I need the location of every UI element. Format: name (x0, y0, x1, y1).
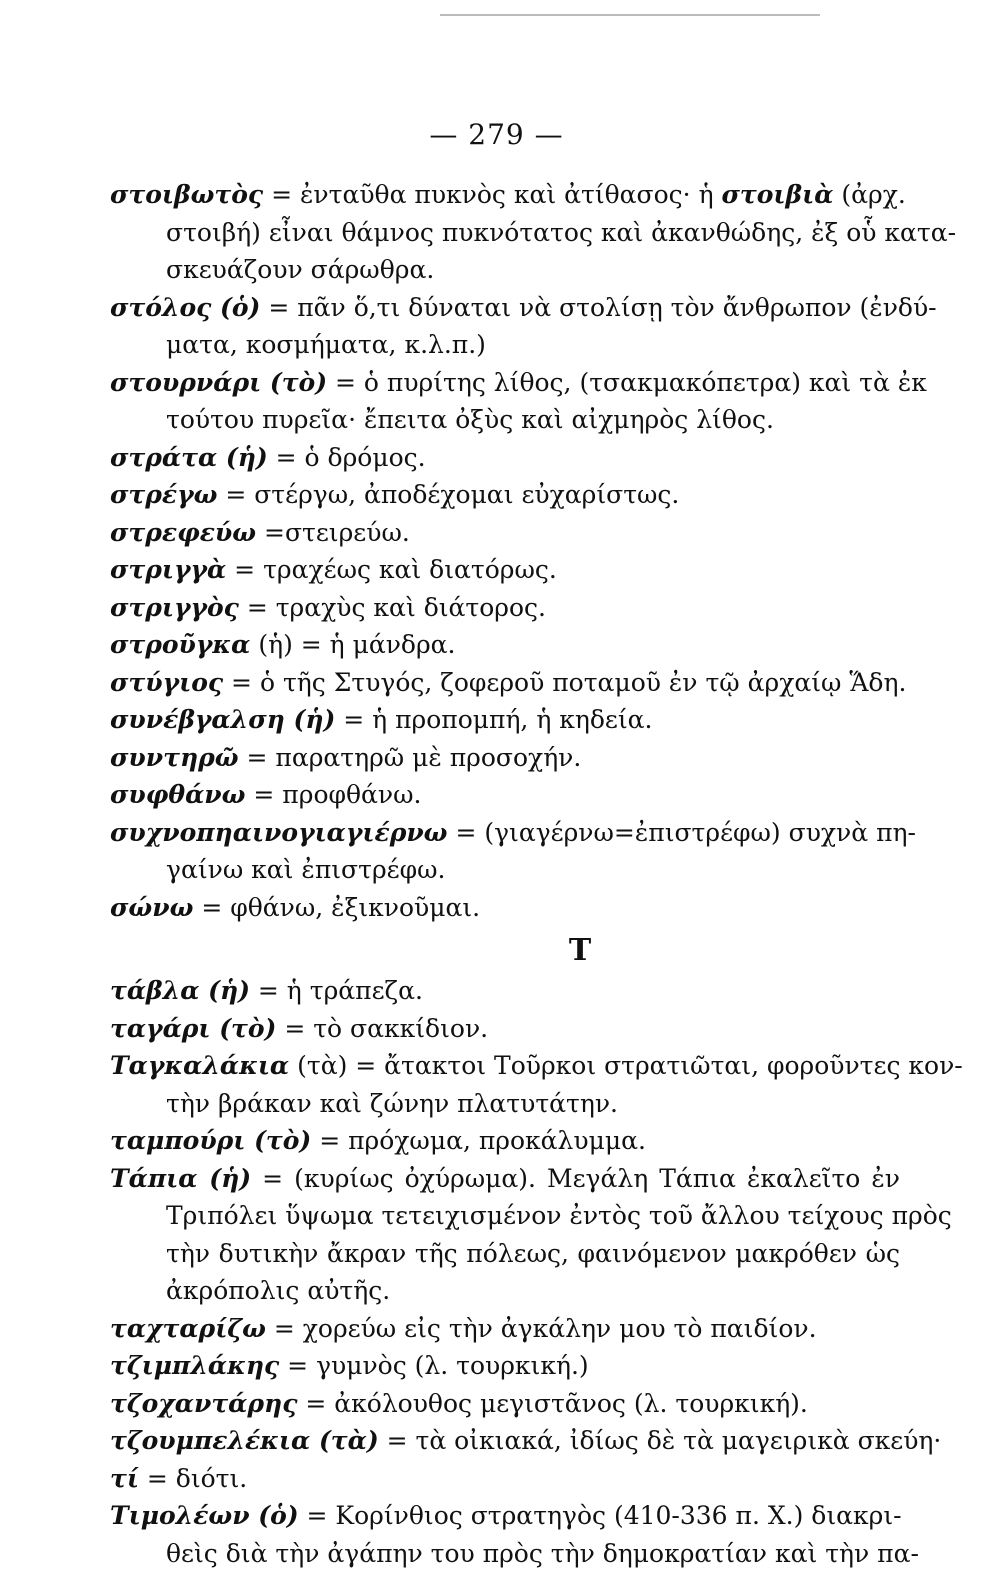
entry-continuation-line: γαίνω καὶ ἐπιστρέφω. (110, 851, 900, 889)
entry-continuation-line: τὴν βράκαν καὶ ζώνην πλατυτάτην. (110, 1085, 900, 1123)
definition: = ἀκόλουθος μεγιστᾶνος (λ. τουρκική). (297, 1389, 807, 1418)
dictionary-entry (110, 972, 900, 1010)
headword: στύγιος (110, 668, 223, 697)
entry-first-line (110, 626, 900, 664)
headword: στρεφεύω (110, 518, 256, 547)
dictionary-entry (110, 664, 900, 702)
headword: στριγγὸς (110, 593, 239, 622)
headword: Τάπια (ἡ) (110, 1164, 251, 1193)
entry-first-line (110, 1460, 900, 1498)
definition: = (γιαγέρνω=ἐπιστρέφω) συχνὰ πη- (448, 818, 916, 847)
entry-first-line (110, 972, 900, 1010)
definition: = γυμνὸς (λ. τουρκική.) (279, 1351, 588, 1380)
entry-first-line (110, 739, 900, 777)
entry-first-line (110, 476, 900, 514)
entry-continuation-line: τὴν δυτικὴν ἄκραν τῆς πόλεως, φαινόμενον μακρόθεν ὡς (110, 1235, 900, 1273)
entry-first-line (110, 551, 900, 589)
headword: συντηρῶ (110, 743, 239, 772)
definition: = ὁ τῆς Στυγός, ζοφεροῦ ποταμοῦ ἐν τῷ ἀρχαίῳ Ἅδη. (223, 668, 906, 697)
headword: τάβλα (ἡ) (110, 976, 250, 1005)
definition: = Κορίνθιος στρατηγὸς (410-336 π. Χ.) διακρι- (299, 1501, 902, 1530)
entry-first-line (110, 1310, 900, 1348)
entries-group-tau (110, 972, 900, 1572)
dictionary-entry (110, 1010, 900, 1048)
headword: συχνοπηαινογιαγιέρνω (110, 818, 448, 847)
dictionary-entry (110, 701, 900, 739)
definition: = τὸ σακκίδιον. (276, 1014, 488, 1043)
headword: τί (110, 1464, 139, 1493)
entry-first-line (110, 1422, 900, 1460)
headword: στρέγω (110, 480, 217, 509)
entry-first-line (110, 814, 900, 852)
headword: σώνω (110, 893, 193, 922)
headword: ταγάρι (τὸ) (110, 1014, 276, 1043)
entry-first-line (110, 776, 900, 814)
entry-first-line (110, 1497, 900, 1535)
entry-continuation-line: ἀκρόπολις αὐτῆς. (110, 1272, 900, 1310)
dictionary-entry (110, 1047, 900, 1122)
definition: = διότι. (139, 1464, 247, 1493)
entry-continuation-line: σκευάζουν σάρωθρα. (110, 251, 900, 289)
entries-list (110, 176, 900, 1572)
definition: = φθάνω, ἐξικνοῦμαι. (193, 893, 480, 922)
entry-first-line (110, 589, 900, 627)
headword: στόλος (ὁ) (110, 293, 260, 322)
entry-first-line (110, 889, 900, 927)
definition: = προφθάνω. (245, 780, 421, 809)
headword: στουρνάρι (τὸ) (110, 368, 327, 397)
headword: συφθάνω (110, 780, 245, 809)
definition: = πᾶν ὅ,τι δύναται νὰ στολίσῃ τὸν ἄνθρωπον (ἐνδύ- (260, 293, 936, 322)
definition: = τραχὺς καὶ διάτορος. (239, 593, 546, 622)
definition: = ἐνταῦθα πυκνὸς καὶ ἀτίθασος· ἡ (263, 180, 721, 209)
entry-first-line (110, 1122, 900, 1160)
entry-first-line (110, 701, 900, 739)
entry-first-line (110, 1160, 900, 1198)
headword: τζιμπλάκης (110, 1351, 279, 1380)
dictionary-entry (110, 1460, 900, 1498)
page-number: — 279 — (0, 118, 993, 151)
entry-first-line (110, 439, 900, 477)
definition: = παρατηρῶ μὲ προσοχήν. (239, 743, 582, 772)
dictionary-entry (110, 1385, 900, 1423)
dictionary-entry (110, 176, 900, 289)
dictionary-entry (110, 514, 900, 552)
dictionary-entry (110, 626, 900, 664)
dictionary-entry (110, 1347, 900, 1385)
dictionary-entry (110, 1497, 900, 1572)
dictionary-entry (110, 739, 900, 777)
section-letter: Τ (110, 926, 900, 972)
headword-variant: στοιβιὰ (722, 180, 834, 209)
definition: (ἡ) = ἡ μάνδρα. (250, 630, 455, 659)
entry-first-line (110, 1385, 900, 1423)
dictionary-entry (110, 1160, 900, 1310)
entry-continuation-line: θεὶς διὰ τὴν ἀγάπην του πρὸς τὴν δημοκρατίαν καὶ τὴν πα- (110, 1535, 900, 1572)
definition: = χορεύω εἰς τὴν ἀγκάλην μου τὸ παιδίον. (266, 1314, 817, 1343)
definition: = πρόχωμα, προκάλυμμα. (311, 1126, 646, 1155)
dictionary-entry (110, 1422, 900, 1460)
dictionary-entry (110, 289, 900, 364)
entry-first-line (110, 1010, 900, 1048)
dictionary-entry (110, 1310, 900, 1348)
entry-first-line (110, 289, 900, 327)
entry-first-line (110, 1047, 900, 1085)
entry-continuation-line: στοιβή) εἶναι θάμνος πυκνότατος καὶ ἀκανθώδης, ἐξ οὗ κατα- (110, 214, 900, 252)
definition: = στέργω, ἀποδέχομαι εὐχαρίστως. (217, 480, 679, 509)
headword: στροῦγκα (110, 630, 250, 659)
headword: τζοχαντάρης (110, 1389, 297, 1418)
definition: = τὰ οἰκιακά, ἰδίως δὲ τὰ μαγειρικὰ σκεύη· (379, 1426, 942, 1455)
headword: ταχταρίζω (110, 1314, 266, 1343)
dictionary-entry (110, 889, 900, 927)
headword: στριγγὰ (110, 555, 226, 584)
definition: (τὰ) = ἄτακτοι Τοῦρκοι στρατιῶται, φοροῦντες κον- (289, 1051, 963, 1080)
definition: = τραχέως καὶ διατόρως. (226, 555, 557, 584)
definition: = ὁ δρόμος. (268, 443, 426, 472)
page-top-edge (440, 0, 820, 16)
dictionary-entry (110, 364, 900, 439)
entry-continuation-line: ματα, κοσμήματα, κ.λ.π.) (110, 326, 900, 364)
dictionary-entry (110, 439, 900, 477)
definition: = ἡ προπομπή, ἡ κηδεία. (335, 705, 652, 734)
entries-group-sigma (110, 176, 900, 926)
dictionary-entry (110, 589, 900, 627)
headword: στοιβωτὸς (110, 180, 263, 209)
dictionary-entry (110, 814, 900, 889)
dictionary-entry (110, 776, 900, 814)
definition-continued: (ἀρχ. (833, 180, 905, 209)
headword: τζουμπελέκια (τὰ) (110, 1426, 379, 1455)
entry-first-line (110, 514, 900, 552)
definition: = ἡ τράπεζα. (250, 976, 423, 1005)
definition: = ὁ πυρίτης λίθος, (τσακμακόπετρα) καὶ τὰ ἐκ (327, 368, 927, 397)
dictionary-entry (110, 1122, 900, 1160)
entry-first-line (110, 664, 900, 702)
definition: =στειρεύω. (256, 518, 410, 547)
entry-continuation-line: τούτου πυρεῖα· ἔπειτα ὀξὺς καὶ αἰχμηρὸς λίθος. (110, 401, 900, 439)
entry-first-line (110, 1347, 900, 1385)
headword: ταμπούρι (τὸ) (110, 1126, 311, 1155)
dictionary-entry (110, 476, 900, 514)
headword: συνέβγαλση (ἡ) (110, 705, 335, 734)
dictionary-entry (110, 551, 900, 589)
headword: στράτα (ἡ) (110, 443, 268, 472)
headword: Ταγκαλάκια (110, 1051, 289, 1080)
entry-continuation-line: Τριπόλει ὕψωμα τετειχισμένον ἐντὸς τοῦ ἄλλου τείχους πρὸς (110, 1197, 900, 1235)
definition: = (κυρίως ὀχύρωμα). Μεγάλη Τάπια ἐκαλεῖτο ἐν (251, 1164, 900, 1193)
entry-first-line (110, 364, 900, 402)
entry-first-line (110, 176, 900, 214)
headword: Τιμολέων (ὁ) (110, 1501, 299, 1530)
